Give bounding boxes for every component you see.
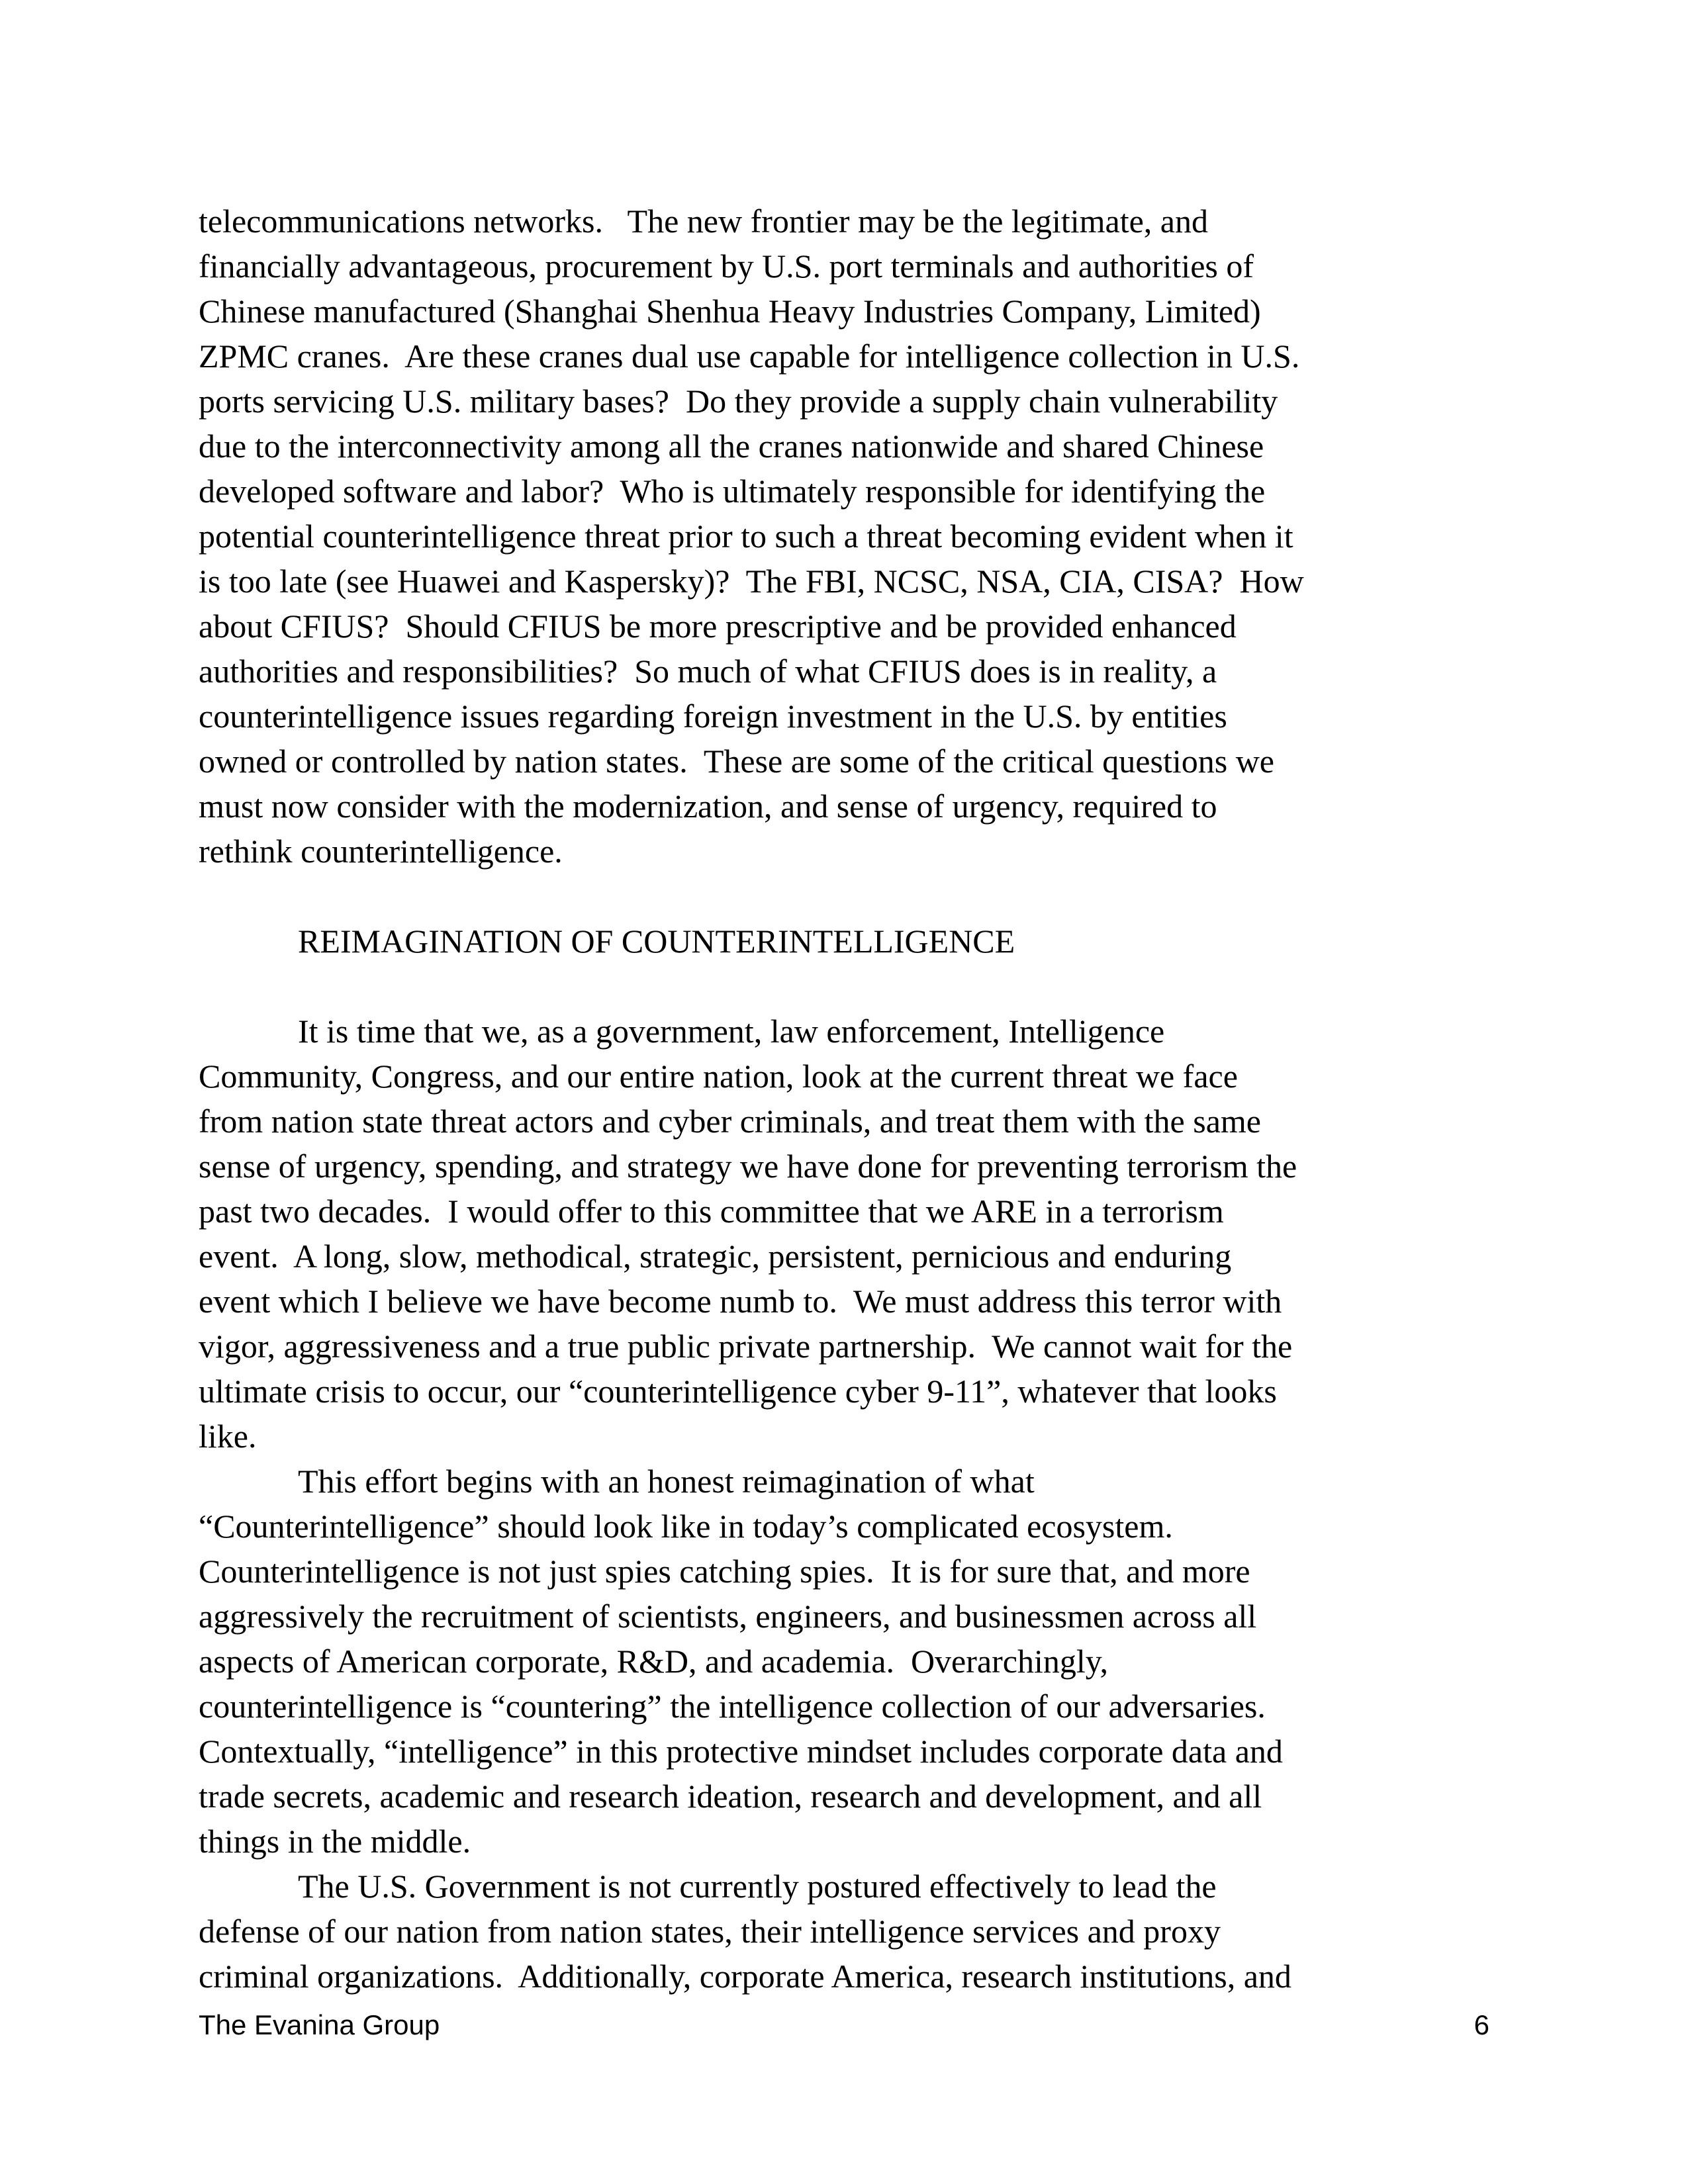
body-line: financially advantageous, procurement by U.S. port terminals and authorities of	[199, 248, 1254, 285]
body-line: Community, Congress, and our entire nation, look at the current threat we face	[199, 1058, 1238, 1095]
body-line: aspects of American corporate, R&D, and academia. Overarchingly,	[199, 1643, 1108, 1680]
body-line: things in the middle.	[199, 1823, 471, 1860]
body-line: telecommunications networks. The new frontier may be the legitimate, and	[199, 203, 1208, 240]
body-line: ultimate crisis to occur, our “counterintelligence cyber 9-11”, whatever that looks	[199, 1373, 1277, 1410]
footer-author-text: The Evanina Group	[199, 2009, 440, 2040]
body-line: is too late (see Huawei and Kaspersky)? The FBI, NCSC, NSA, CIA, CISA? How	[199, 563, 1304, 600]
body-line: potential counterintelligence threat prior to such a threat becoming evident when it	[199, 518, 1293, 555]
body-line: sense of urgency, spending, and strategy we have done for preventing terrorism the	[199, 1148, 1297, 1185]
body-line: developed software and labor? Who is ultimately responsible for identifying the	[199, 473, 1266, 510]
body-line: authorities and responsibilities? So much of what CFIUS does is in reality, a	[199, 653, 1217, 690]
body-line: trade secrets, academic and research ideation, research and development, and all	[199, 1778, 1262, 1815]
blank-line	[199, 964, 1516, 1009]
body-line: The U.S. Government is not currently postured effectively to lead the	[298, 1868, 1217, 1905]
body-line: past two decades. I would offer to this committee that we ARE in a terrorism	[199, 1193, 1224, 1230]
page-body	[199, 199, 1516, 1999]
body-line: like.	[199, 1418, 257, 1455]
page-footer	[199, 2009, 1489, 2041]
body-line: ports servicing U.S. military bases? Do they provide a supply chain vulnerability	[199, 383, 1278, 420]
body-line: It is time that we, as a government, law enforcement, Intelligence	[298, 1013, 1165, 1050]
blank-line	[199, 874, 1516, 919]
body-line: counterintelligence issues regarding foreign investment in the U.S. by entities	[199, 698, 1227, 735]
body-line: ZPMC cranes. Are these cranes dual use capable for intelligence collection in U.S.	[199, 338, 1300, 375]
body-line: due to the interconnectivity among all the cranes nationwide and shared Chinese	[199, 428, 1264, 465]
body-line: about CFIUS? Should CFIUS be more prescriptive and be provided enhanced	[199, 608, 1237, 645]
body-line: This effort begins with an honest reimagination of what	[298, 1463, 1035, 1500]
body-line: rethink counterintelligence.	[199, 833, 563, 870]
body-line: event which I believe we have become numb to. We must address this terror with	[199, 1283, 1282, 1320]
body-line: from nation state threat actors and cyber criminals, and treat them with the same	[199, 1103, 1261, 1140]
body-line: Counterintelligence is not just spies catching spies. It is for sure that, and more	[199, 1553, 1250, 1590]
body-line: must now consider with the modernization, and sense of urgency, required to	[199, 788, 1217, 825]
section-heading: REIMAGINATION OF COUNTERINTELLIGENCE	[298, 923, 1015, 960]
body-line: “Counterintelligence” should look like in today’s complicated ecosystem.	[199, 1508, 1173, 1545]
body-line: criminal organizations. Additionally, corporate America, research institutions, and	[199, 1958, 1291, 1995]
footer-page-number: 6	[1474, 2009, 1489, 2040]
body-line: Contextually, “intelligence” in this protective mindset includes corporate data and	[199, 1733, 1283, 1770]
body-line: event. A long, slow, methodical, strategic, persistent, pernicious and enduring	[199, 1238, 1232, 1275]
body-line: vigor, aggressiveness and a true public private partnership. We cannot wait for the	[199, 1328, 1293, 1365]
body-line: Chinese manufactured (Shanghai Shenhua Heavy Industries Company, Limited)	[199, 293, 1261, 330]
body-line: counterintelligence is “countering” the intelligence collection of our adversaries.	[199, 1688, 1266, 1725]
body-line: aggressively the recruitment of scientists, engineers, and businessmen across all	[199, 1598, 1257, 1635]
body-line: owned or controlled by nation states. These are some of the critical questions we	[199, 743, 1274, 780]
body-line: defense of our nation from nation states, their intelligence services and proxy	[199, 1913, 1221, 1950]
